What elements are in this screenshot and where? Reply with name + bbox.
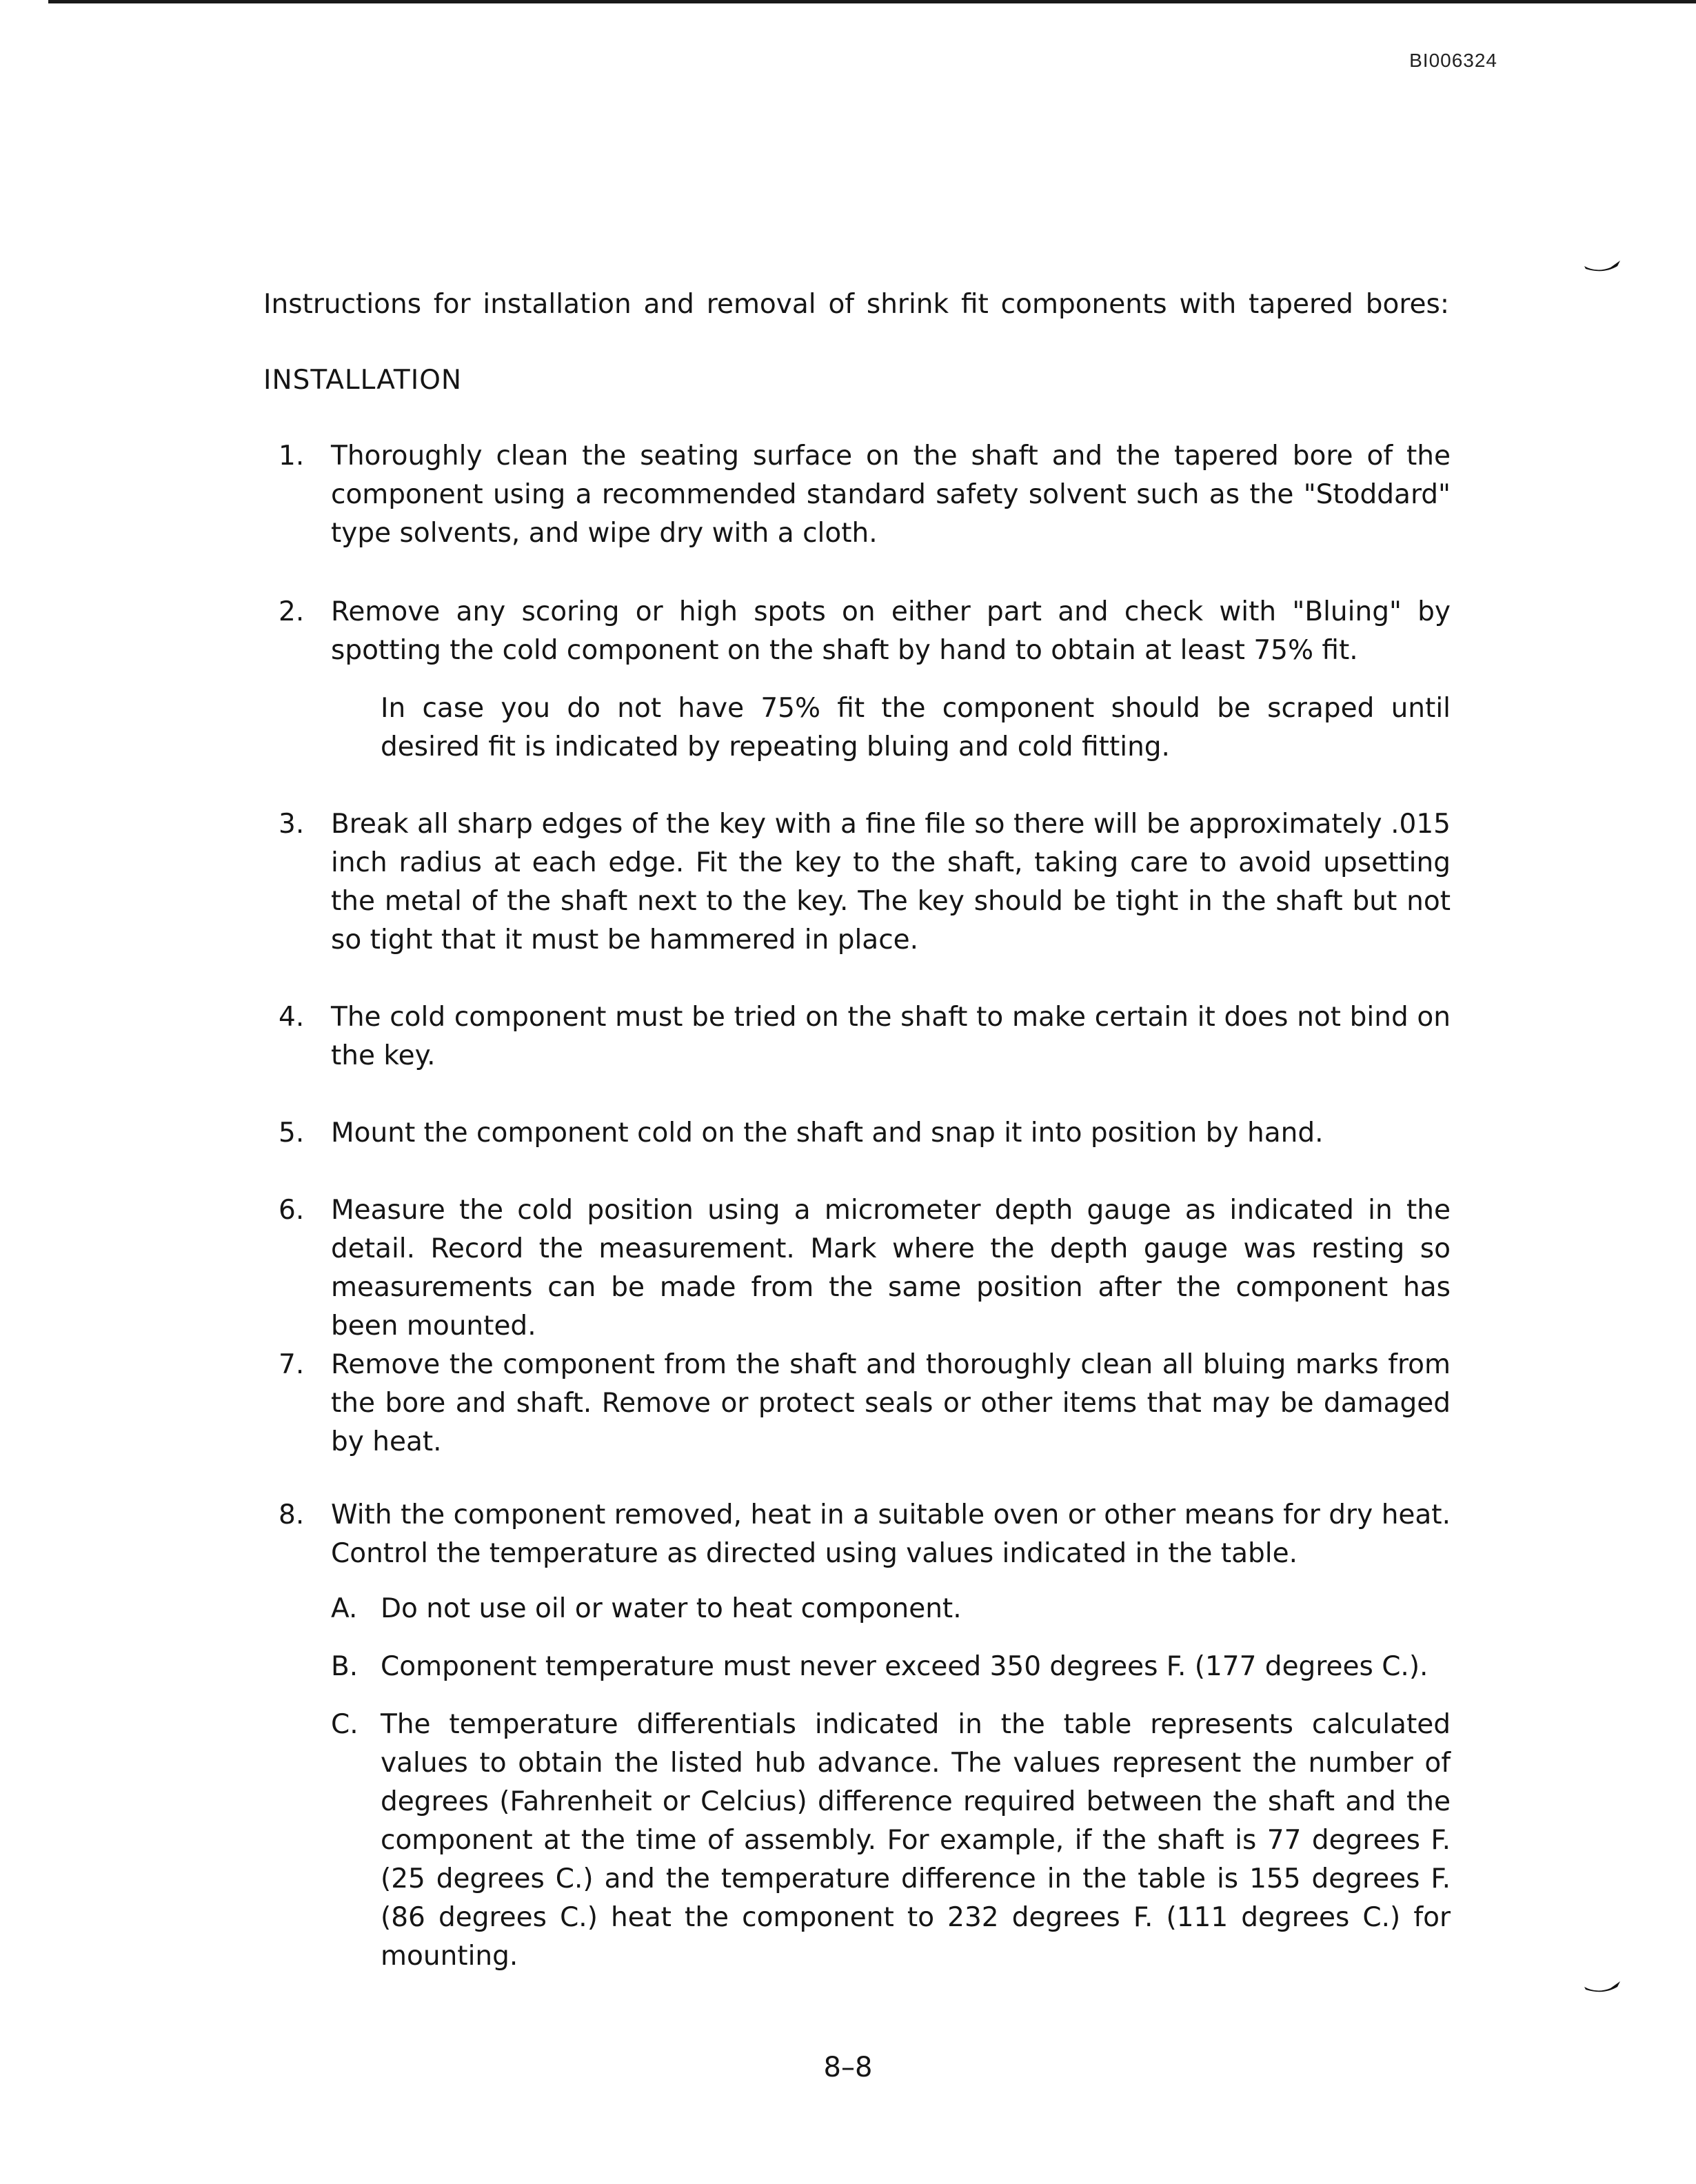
- step-2: [279, 593, 1451, 670]
- step-number: 3.: [279, 809, 305, 840]
- intro-text: Instructions for installation and removal of shrink fit components with tapered bores:: [263, 289, 1449, 320]
- step-number: 4.: [279, 1002, 305, 1033]
- step-8: [279, 1496, 1451, 1573]
- scan-mark-icon: [1583, 1980, 1622, 1995]
- step-text: The cold component must be tried on the shaft to make certain it does not bind on the key.: [331, 1002, 1451, 1071]
- substep-text: Component temperature must never exceed 350 degrees F. (177 degrees C.).: [381, 1651, 1429, 1682]
- substep-a: [331, 1590, 1451, 1628]
- page-number: 8–8: [823, 2052, 873, 2083]
- substep-c: [331, 1706, 1451, 1976]
- substep-text: Do not use oil or water to heat component.: [381, 1593, 962, 1624]
- step-text: Thoroughly clean the seating surface on the shaft and the tapered bore of the component using a recommended standard safety solvent such as the "Stoddard" type solvents, and wipe dry with a cloth.: [331, 441, 1451, 549]
- step-3: [279, 805, 1451, 960]
- step-2-note: In case you do not have 75% fit the component should be scraped until desired fit is indicated by repeating bluing and cold fitting.: [381, 693, 1451, 762]
- step-text: With the component removed, heat in a suitable oven or other means for dry heat. Control the temperature as directed using values indicated in the table.: [331, 1499, 1451, 1569]
- section-heading: INSTALLATION: [263, 365, 463, 396]
- step-text: Remove the component from the shaft and thoroughly clean all bluing marks from the bore and shaft. Remove or protect seals or other items that may be damaged by heat.: [331, 1349, 1451, 1457]
- step-7: [279, 1346, 1451, 1462]
- step-number: 7.: [279, 1349, 305, 1380]
- step-4: [279, 998, 1451, 1075]
- step-number: 2.: [279, 596, 305, 627]
- step-text: Mount the component cold on the shaft and snap it into position by hand.: [331, 1118, 1324, 1149]
- step-number: 1.: [279, 441, 305, 472]
- substep-b: [331, 1648, 1451, 1686]
- top-border-line: [48, 0, 1696, 3]
- step-text: Break all sharp edges of the key with a fine file so there will be approximately .015 inch radius at each edge. Fit the key to the shaft, taking care to avoid upsetting the metal of the shaft next to the key. The key should be tight in the shaft but not so tight that it must be hammered in place.: [331, 809, 1451, 956]
- step-number: 6.: [279, 1195, 305, 1226]
- step-text: Remove any scoring or high spots on either part and check with "Bluing" by spotting the cold component on the shaft by hand to obtain at least 75% fit.: [331, 596, 1451, 666]
- substep-letter: B.: [331, 1651, 359, 1682]
- step-1: [279, 437, 1451, 553]
- step-number: 5.: [279, 1118, 305, 1149]
- substep-text: The temperature differentials indicated in the table represents calculated values to obtain the listed hub advance. The values represent the number of degrees (Fahrenheit or Celcius) difference required between the shaft and the component at the time of assembly. For example, if the shaft is 77 degrees F. (25 degrees C.) and the temperature difference in the table is 155 degrees F. (86 degrees C.) heat the component to 232 degrees F. (111 degrees C.) for mounting.: [381, 1709, 1451, 1972]
- step-number: 8.: [279, 1499, 305, 1530]
- substep-letter: C.: [331, 1709, 359, 1740]
- step-text: Measure the cold position using a micrometer depth gauge as indicated in the detail. Record the measurement. Mark where the depth gauge was resting so measurements can be made from the same position after the component has been mounted.: [331, 1195, 1451, 1342]
- step-6: [279, 1191, 1451, 1346]
- scan-mark-icon: [1583, 259, 1622, 274]
- step-5: [279, 1114, 1451, 1153]
- substep-letter: A.: [331, 1593, 358, 1624]
- document-id: BI006324: [1409, 50, 1497, 71]
